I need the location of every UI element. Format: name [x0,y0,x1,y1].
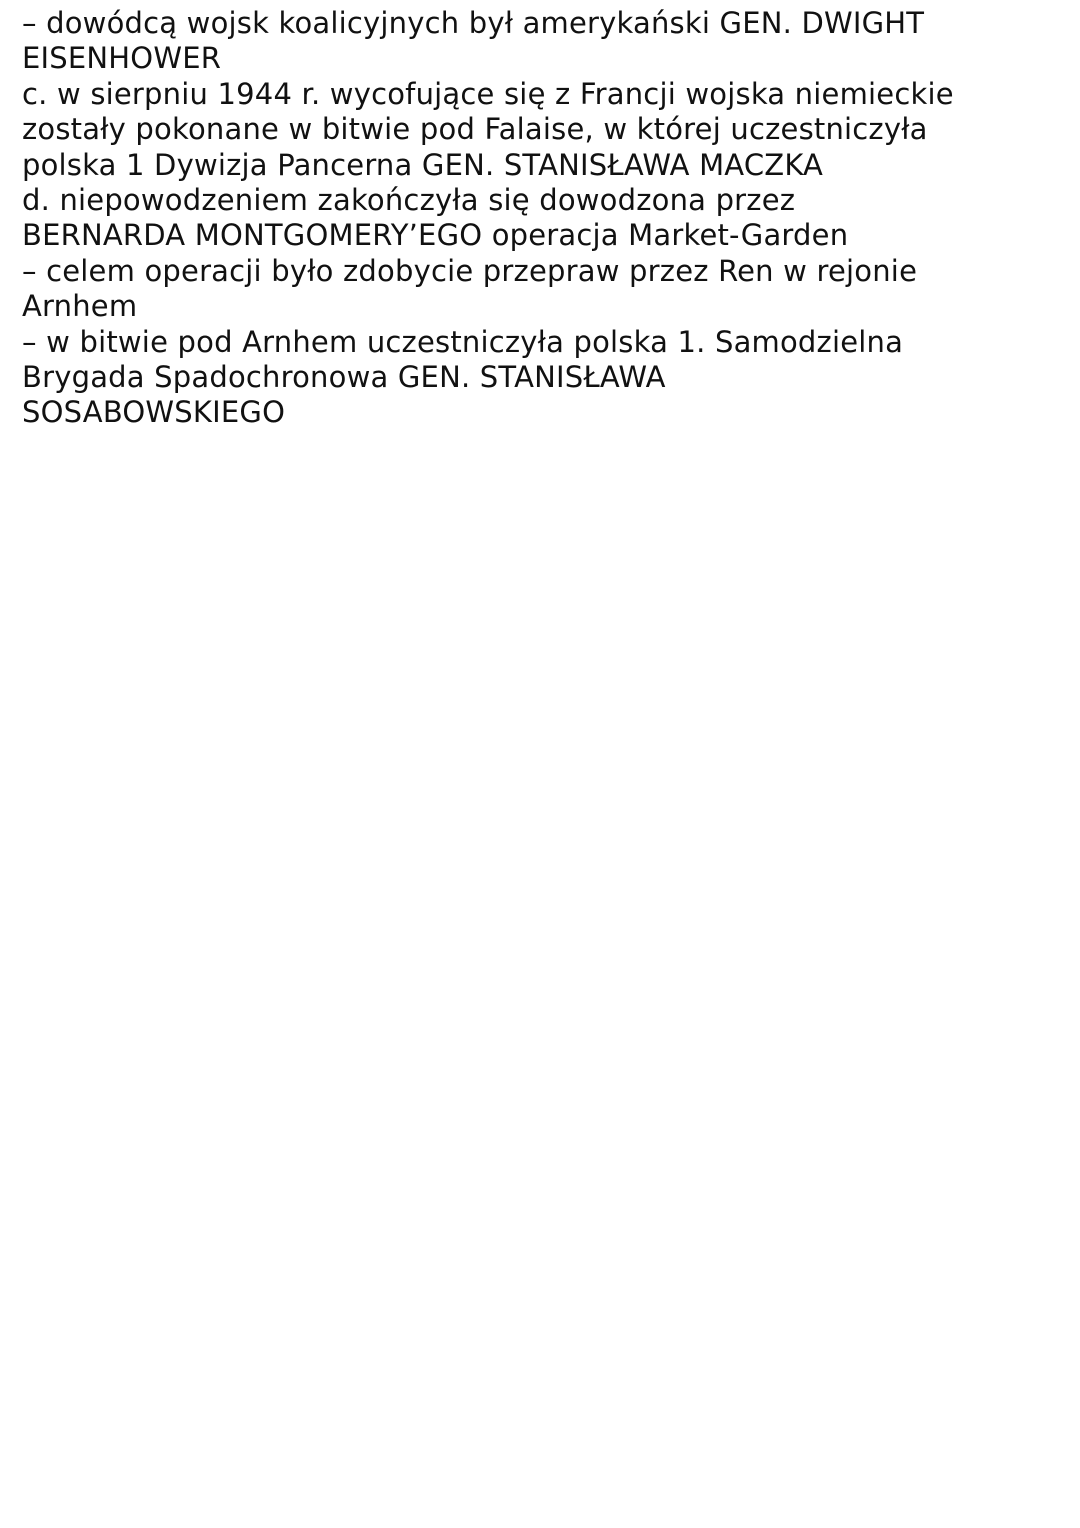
document-text [22,6,1062,431]
text-line: Arnhem [22,289,138,324]
text-line: zostały pokonane w bitwie pod Falaise, w której uczestniczyła [22,112,928,147]
text-line: Brygada Spadochronowa GEN. STANISŁAWA [22,359,666,394]
text-line: polska 1 Dywizja Pancerna GEN. STANISŁAWA MACZKA [22,147,824,182]
text-line: – w bitwie pod Arnhem uczestniczyła polska 1. Samodzielna [22,324,904,359]
text-line: EISENHOWER [22,41,222,76]
text-line: c. w sierpniu 1944 r. wycofujące się z Francji wojska niemieckie [22,76,954,111]
text-line: BERNARDA MONTGOMERY’EGO operacja Market-Garden [22,218,849,253]
text-line: – celem operacji było zdobycie przepraw przez Ren w rejonie [22,253,918,288]
text-line: d. niepowodzeniem zakończyła się dowodzona przez [22,182,796,217]
text-line: SOSABOWSKIEGO [22,395,286,430]
text-line: – dowódcą wojsk koalicyjnych był amerykański GEN. DWIGHT [22,6,925,40]
